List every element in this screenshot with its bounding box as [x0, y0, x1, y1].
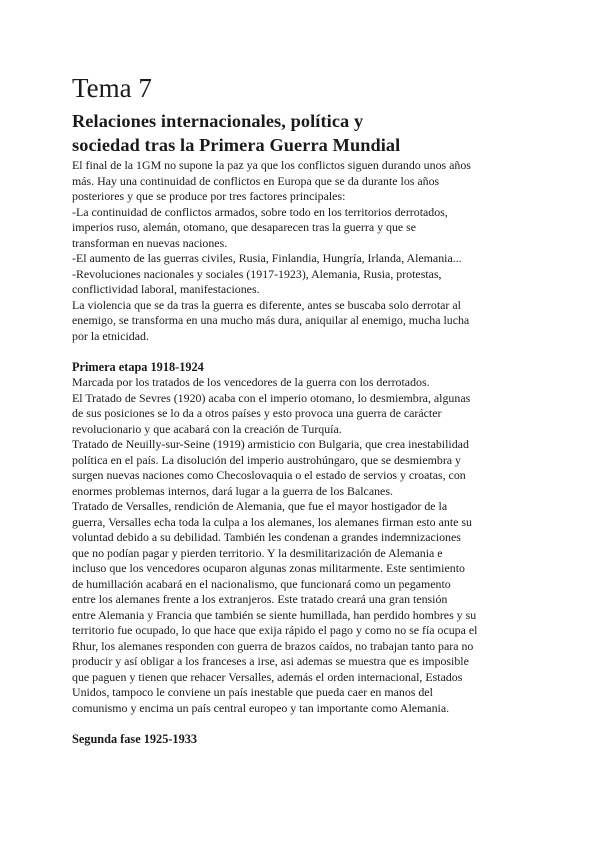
text-line: posteriores y que se produce por tres factores principales:	[72, 189, 346, 203]
section-heading: Primera etapa 1918-1924	[72, 359, 204, 374]
subtitle-line: Relaciones internacionales, política y	[72, 111, 364, 131]
section-segunda-fase	[72, 732, 528, 748]
text-line: Tratado de Versalles, rendición de Alemania, que fue el mayor hostigador de la	[72, 499, 448, 513]
text-line: La violencia que se da tras la guerra es diferente, antes se buscaba solo derrotar al	[72, 297, 461, 312]
text-line: -Revoluciones nacionales y sociales (1917-1923), Alemania, Rusia, protestas,	[72, 266, 442, 281]
section-primera-etapa	[72, 360, 528, 717]
text-line: Unidos, tampoco le conviene un país inestable que pueda caer en manos del	[72, 685, 433, 699]
page-title: Tema 7	[72, 73, 152, 103]
text-line: enormes problemas internos, dará lugar a la guerra de los Balcanes.	[72, 483, 393, 498]
text-line: entre Alemania y Francia que también se siente humillada, han perdido hombres y su	[72, 607, 477, 622]
text-line: incluso que los vencedores ocuparon algunas zonas militarmente. Este sentimiento	[72, 561, 465, 575]
text-line: más. Hay una continuidad de conflictos en Europa que se da durante los años	[72, 173, 440, 188]
page-subtitle	[72, 110, 528, 157]
text-line: imperios ruso, alemán, otomano, que desaparecen tras la guerra y que se	[72, 220, 417, 234]
text-line: Tratado de Neuilly-sur-Seine (1919) armisticio con Bulgaria, que crea inestabilidad	[72, 437, 469, 451]
text-line: política en el país. La disolución del imperio austrohúngaro, que se desmiembra y	[72, 452, 461, 467]
text-line: por la etnicidad.	[72, 328, 149, 343]
paragraph-gap	[72, 716, 528, 732]
text-line: voluntad debido a su debilidad. También les condenan a grandes indemnizaciones	[72, 530, 461, 544]
text-line: conflictividad laboral, manifestaciones.	[72, 282, 260, 296]
text-line: surgen nuevas naciones como Checoslovaquia o el estado de servios y croatas, con	[72, 468, 466, 482]
text-line: El Tratado de Sevres (1920) acaba con el imperio otomano, lo desmiembra, algunas	[72, 390, 471, 405]
text-line: revolucionario y que acabará con la creación de Turquía.	[72, 421, 342, 436]
text-line: entre los alemanes frente a los extranjeros. Este tratado creará una gran tensión	[72, 592, 448, 606]
text-line: que paguen y tienen que rehacer Versalles, además el orden internacional, Estados	[72, 669, 463, 684]
document-page	[72, 70, 528, 747]
text-line: transforman en nuevas naciones.	[72, 235, 228, 250]
subtitle-line: sociedad tras la Primera Guerra Mundial	[72, 135, 401, 155]
text-line: -La continuidad de conflictos armados, sobre todo en los territorios derrotados,	[72, 204, 448, 219]
text-line: que no podían pagar y pierden territorio. Y la desmilitarización de Alemania e	[72, 545, 443, 560]
text-line: guerra, Versalles echa toda la culpa a los alemanes, los alemanes firman esto ante su	[72, 514, 472, 529]
text-line: enemigo, se transforma en una mucho más dura, aniquilar al enemigo, mucha lucha	[72, 313, 470, 327]
intro-paragraph	[72, 158, 528, 344]
section-heading: Segunda fase 1925-1933	[72, 731, 198, 746]
text-line: producir y así obligar a los franceses a irse, asi ademas se muestra que es imposible	[72, 654, 469, 668]
text-line: -El aumento de las guerras civiles, Rusia, Finlandia, Hungría, Irlanda, Alemania...	[72, 251, 462, 265]
text-line: comunismo y encima un país central europeo y tan importante como Alemania.	[72, 700, 450, 715]
text-line: de humillación acabará en el nacionalismo, que funcionará como un pegamento	[72, 576, 451, 591]
paragraph-gap	[72, 344, 528, 360]
text-line: Marcada por los tratados de los vencedores de la guerra con los derrotados.	[72, 375, 430, 389]
text-line: territorio fue ocupado, lo que hace que exija rápido el pago y como no se fía ocupa el	[72, 623, 478, 637]
text-line: de sus posiciones se lo da a otros países y esto provoca una guerra de carácter	[72, 406, 442, 420]
text-line: El final de la 1GM no supone la paz ya que los conflictos siguen durando unos años	[72, 158, 471, 172]
text-line: Rhur, los alemanes responden con guerra de brazos caídos, no trabajan tanto para no	[72, 638, 474, 653]
